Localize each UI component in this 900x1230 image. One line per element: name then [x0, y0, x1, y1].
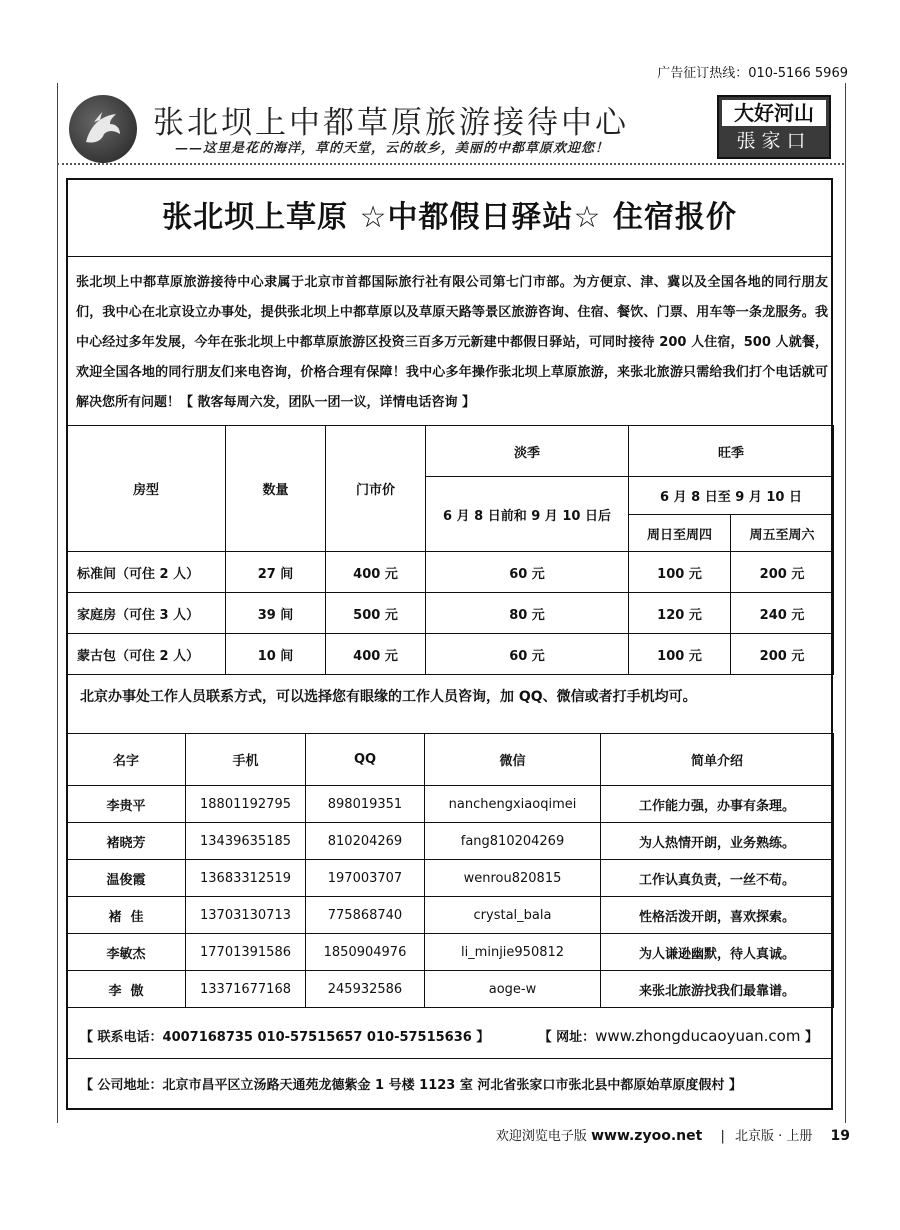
- header-wechat: 微信: [425, 734, 601, 786]
- header-room-type: 房型: [67, 426, 226, 552]
- contact-phones[interactable]: 【 联系电话：4007168735 010-57515657 010-57515636 】: [80, 1030, 490, 1045]
- staff-intro: 来张北旅游找我们最靠谱。: [601, 971, 834, 1008]
- header-qq: QQ: [306, 734, 425, 786]
- main-title: 张北坝上草原 ☆中都假日驿站☆ 住宿报价: [162, 200, 737, 235]
- brand-slogan: ——这里是花的海洋，草的天堂，云的故乡，美丽的中都草原欢迎您！: [175, 141, 610, 156]
- staff-name: 温俊霞: [67, 860, 186, 897]
- staff-name: 李 傲: [67, 971, 186, 1008]
- footer-welcome: 欢迎浏览电子版: [495, 1129, 587, 1144]
- page-number: 19: [830, 1128, 850, 1144]
- company-address: 【 公司地址：北京市昌平区立汤路天通苑龙德紫金 1 号楼 1123 室 河北省张家口市张北县中都原始草原度假村 】: [80, 1078, 742, 1093]
- staff-table: [66, 733, 834, 1008]
- table-row: [67, 934, 834, 971]
- table-row: [67, 823, 834, 860]
- staff-phone[interactable]: 13371677168: [186, 971, 306, 1008]
- table-row: [67, 860, 834, 897]
- header: [57, 83, 844, 163]
- room-low-price: 60 元: [426, 552, 629, 593]
- footer-site-link[interactable]: www.zyoo.net: [591, 1128, 703, 1144]
- website-end: 】: [800, 1030, 818, 1045]
- header-intro: 简单介绍: [601, 734, 834, 786]
- table-row: [67, 971, 834, 1008]
- divider: [66, 256, 833, 257]
- staff-intro: 工作能力强，办事有条理。: [601, 786, 834, 823]
- room-qty: 39 间: [226, 593, 326, 634]
- room-low-price: 60 元: [426, 634, 629, 675]
- staff-intro: 性格活泼开朗，喜欢探索。: [601, 897, 834, 934]
- room-door-price: 500 元: [326, 593, 426, 634]
- room-weekday-price: 100 元: [629, 552, 731, 593]
- staff-phone[interactable]: 13439635185: [186, 823, 306, 860]
- staff-phone[interactable]: 13703130713: [186, 897, 306, 934]
- header-divider: [57, 163, 844, 165]
- staff-name: 褚晓芳: [67, 823, 186, 860]
- staff-wechat: li_minjie950812: [425, 934, 601, 971]
- room-name: 家庭房（可住 3 人）: [67, 593, 226, 634]
- region-badge: [717, 95, 831, 159]
- table-row: [67, 552, 834, 593]
- room-name: 蒙古包（可住 2 人）: [67, 634, 226, 675]
- website[interactable]: [539, 1026, 818, 1045]
- room-weekend-price: 200 元: [731, 552, 834, 593]
- staff-name: 李贵平: [67, 786, 186, 823]
- table-row: [67, 634, 834, 675]
- staff-wechat: nanchengxiaoqimei: [425, 786, 601, 823]
- staff-phone[interactable]: 17701391586: [186, 934, 306, 971]
- brand-title: 张北坝上中都草原旅游接待中心: [153, 105, 629, 141]
- header-quantity: 数量: [226, 426, 326, 552]
- table-row: [67, 897, 834, 934]
- badge-bottom-text: 張家口: [736, 130, 812, 152]
- staff-qq: 775868740: [306, 897, 425, 934]
- footer: [496, 1125, 850, 1144]
- staff-intro: 为人谦逊幽默，待人真诚。: [601, 934, 834, 971]
- staff-name: 李敏杰: [67, 934, 186, 971]
- room-low-price: 80 元: [426, 593, 629, 634]
- staff-wechat: wenrou820815: [425, 860, 601, 897]
- room-qty: 27 间: [226, 552, 326, 593]
- staff-wechat: crystal_bala: [425, 897, 601, 934]
- table-row: [67, 593, 834, 634]
- table-row: [67, 786, 834, 823]
- staff-intro: 工作认真负责，一丝不苟。: [601, 860, 834, 897]
- header-weekday: 周日至周四: [629, 515, 731, 552]
- header-phone: 手机: [186, 734, 306, 786]
- header-low-range: 6 月 8 日前和 9 月 10 日后: [426, 477, 629, 552]
- intro-paragraph: 张北坝上中都草原旅游接待中心隶属于北京市首都国际旅行社有限公司第七门市部。为方便京、津、冀以及全国各地的同行朋友们，我中心在北京设立办事处，提供张北坝上中都草原以及草原天路等景区旅游咨询、住宿、餐饮、门票、用车等一条龙服务。我中心经过多年发展，今年在张北坝上中都草原旅游区投资三百多万元新建中都假日驿站，可同时接待 200 人住宿，500 人就餐，欢迎全国各地的同行朋友们来电咨询，价格合理有保障！我中心多年操作张北坝上草原旅游，来张北旅游只需给我们打个电话就可解决您所有问题！【 散客每周六发，团队一团一议，详情电话咨询 】: [76, 275, 828, 410]
- staff-phone[interactable]: 18801192795: [186, 786, 306, 823]
- staff-intro: 为人热情开朗，业务熟练。: [601, 823, 834, 860]
- staff-wechat: aoge-w: [425, 971, 601, 1008]
- website-url[interactable]: www.zhongducaoyuan.com: [595, 1027, 801, 1045]
- room-weekday-price: 120 元: [629, 593, 731, 634]
- header-door-price: 门市价: [326, 426, 426, 552]
- staff-qq: 197003707: [306, 860, 425, 897]
- room-weekend-price: 240 元: [731, 593, 834, 634]
- staff-wechat: fang810204269: [425, 823, 601, 860]
- staff-qq: 1850904976: [306, 934, 425, 971]
- price-table: [66, 425, 834, 675]
- staff-qq: 898019351: [306, 786, 425, 823]
- badge-top-text: 大好河山: [722, 100, 826, 126]
- divider: [66, 1058, 833, 1059]
- header-name: 名字: [67, 734, 186, 786]
- header-high-season: 旺季: [629, 426, 834, 477]
- header-weekend: 周五至周六: [731, 515, 834, 552]
- ad-hotline: 广告征订热线：010-5166 5969: [657, 66, 848, 81]
- header-high-range: 6 月 8 日至 9 月 10 日: [629, 477, 834, 515]
- staff-qq: 245932586: [306, 971, 425, 1008]
- room-weekday-price: 100 元: [629, 634, 731, 675]
- staff-qq: 810204269: [306, 823, 425, 860]
- contact-intro: 北京办事处工作人员联系方式，可以选择您有眼缘的工作人员咨询，加 QQ、微信或者打手机均可。: [80, 689, 697, 705]
- room-door-price: 400 元: [326, 552, 426, 593]
- room-door-price: 400 元: [326, 634, 426, 675]
- staff-name: 褚 佳: [67, 897, 186, 934]
- footer-separator: |: [720, 1129, 725, 1144]
- room-weekend-price: 200 元: [731, 634, 834, 675]
- horse-logo-icon: [69, 95, 137, 163]
- room-qty: 10 间: [226, 634, 326, 675]
- website-label: 【 网址：: [538, 1030, 596, 1045]
- room-name: 标准间（可住 2 人）: [67, 552, 226, 593]
- header-low-season: 淡季: [426, 426, 629, 477]
- staff-phone[interactable]: 13683312519: [186, 860, 306, 897]
- footer-edition: 北京版 · 上册: [734, 1129, 813, 1144]
